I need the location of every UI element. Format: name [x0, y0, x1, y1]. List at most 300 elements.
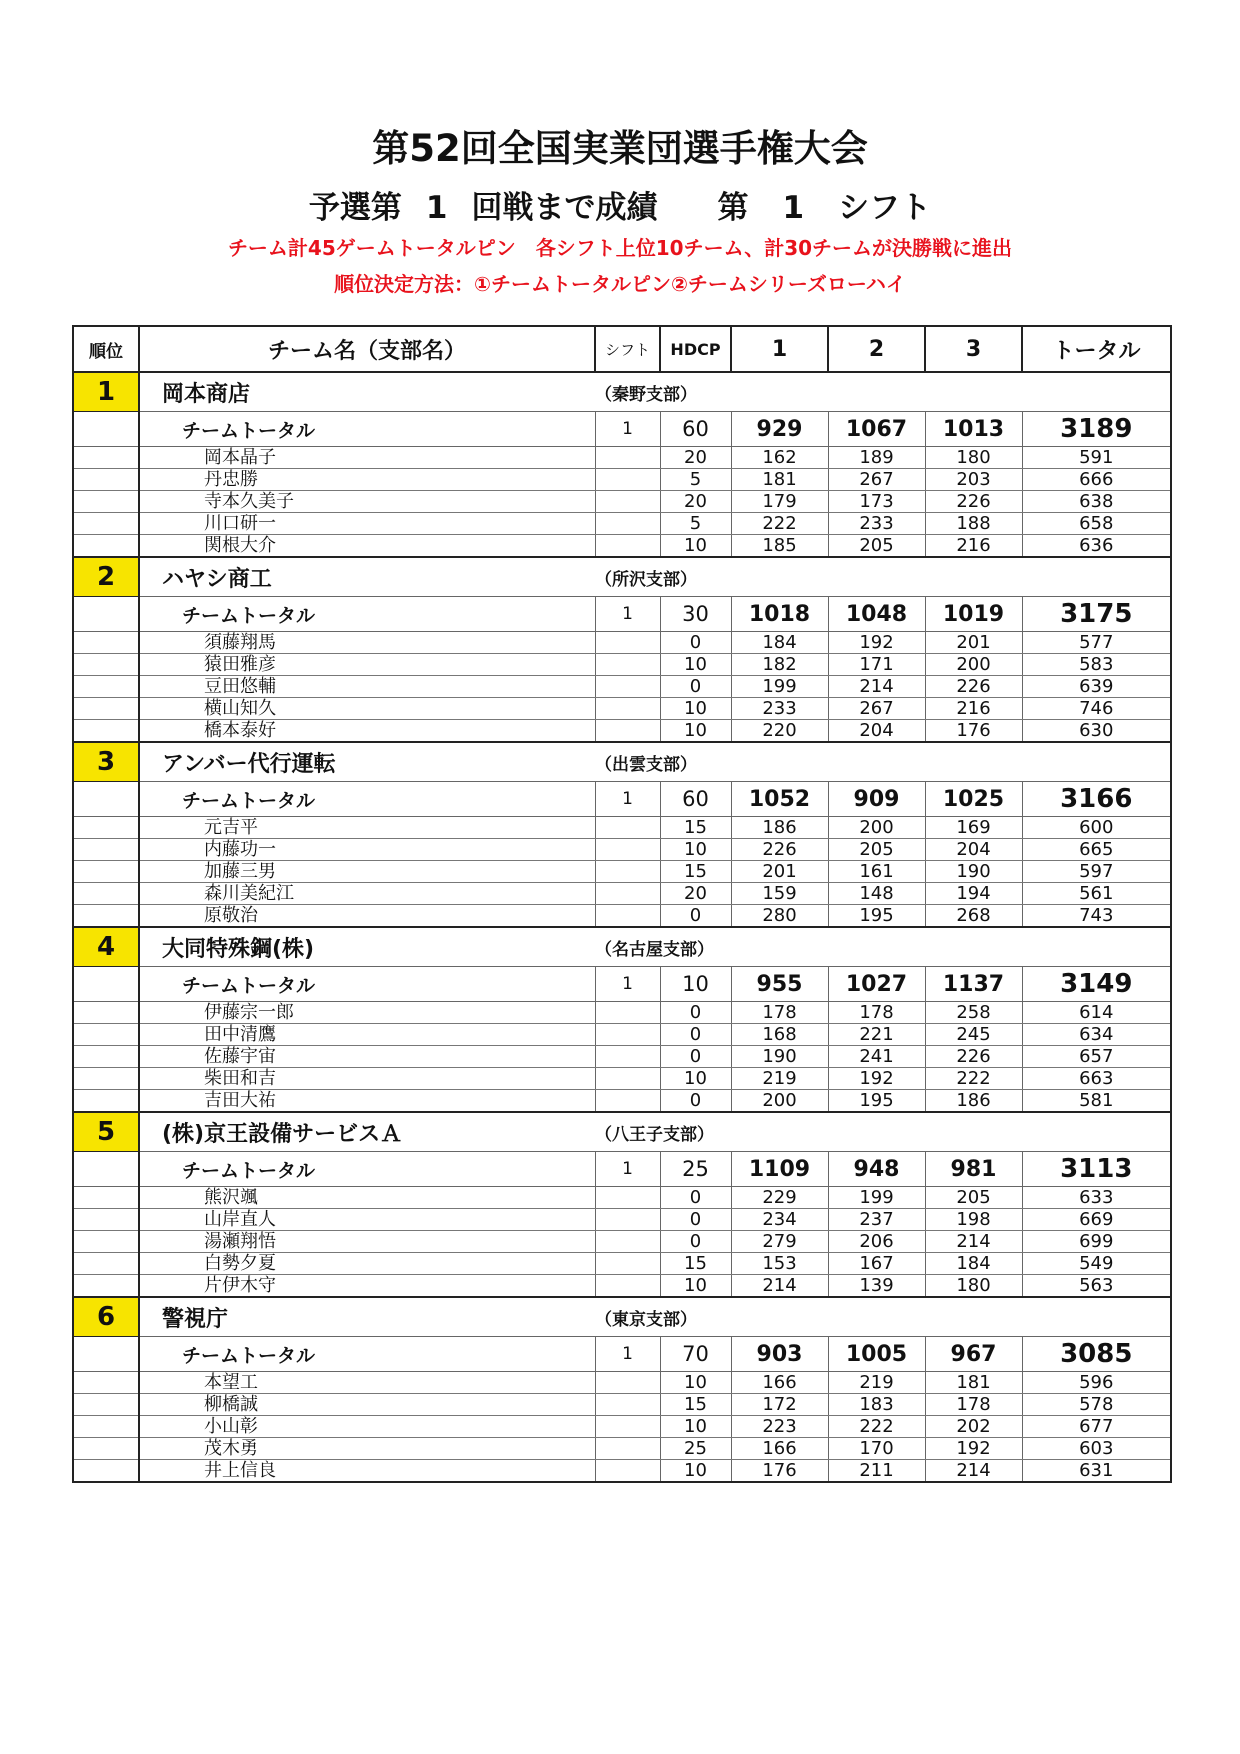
team-total-pins: 3085: [1022, 1337, 1171, 1372]
team-game2: 1067: [828, 412, 925, 447]
rank-cell: [73, 491, 139, 513]
player-shift: [595, 1416, 660, 1438]
player-game3: 186: [925, 1090, 1022, 1113]
player-name: 田中清鷹: [139, 1024, 595, 1046]
game3-header: 3: [925, 326, 1022, 372]
player-hdcp: 0: [660, 1209, 731, 1231]
rank-cell: [73, 654, 139, 676]
player-game1: 176: [731, 1460, 828, 1483]
subtitle-part: 第: [717, 190, 749, 226]
player-game2: 205: [828, 839, 925, 861]
player-hdcp: 10: [660, 535, 731, 558]
rank-badge: 6: [73, 1297, 139, 1337]
branch-name: （所沢支部）: [595, 557, 1171, 597]
player-name: 茂木勇: [139, 1438, 595, 1460]
rank-cell: [73, 1275, 139, 1298]
player-shift: [595, 535, 660, 558]
player-game3: 268: [925, 905, 1022, 928]
rank-cell: [73, 513, 139, 535]
player-game3: 226: [925, 1046, 1022, 1068]
rank-cell: [73, 1253, 139, 1275]
team-name: 大同特殊鋼(株): [139, 927, 595, 967]
team-header-row: [73, 742, 1171, 782]
player-game3: 205: [925, 1187, 1022, 1209]
player-total: 658: [1022, 513, 1171, 535]
team-name: 警視庁: [139, 1297, 595, 1337]
player-game1: 201: [731, 861, 828, 883]
player-total: 596: [1022, 1372, 1171, 1394]
rank-cell: [73, 1046, 139, 1068]
rank-cell: [73, 1090, 139, 1113]
shift-header: シフト: [595, 326, 660, 372]
player-total: 634: [1022, 1024, 1171, 1046]
player-game3: 180: [925, 447, 1022, 469]
player-game1: 200: [731, 1090, 828, 1113]
player-hdcp: 25: [660, 1438, 731, 1460]
player-total: 657: [1022, 1046, 1171, 1068]
player-game2: 241: [828, 1046, 925, 1068]
rank-badge: 4: [73, 927, 139, 967]
results-table: [72, 325, 1172, 1483]
team-game2: 1005: [828, 1337, 925, 1372]
player-game2: 171: [828, 654, 925, 676]
game1-header: 1: [731, 326, 828, 372]
team-hdcp: 25: [660, 1152, 731, 1187]
rank-cell: [73, 597, 139, 632]
player-game2: 192: [828, 632, 925, 654]
player-shift: [595, 1002, 660, 1024]
player-shift: [595, 1275, 660, 1298]
team-hdcp: 60: [660, 782, 731, 817]
team-header-row: [73, 1297, 1171, 1337]
player-game1: 159: [731, 883, 828, 905]
player-game3: 216: [925, 698, 1022, 720]
player-game3: 204: [925, 839, 1022, 861]
player-game2: 189: [828, 447, 925, 469]
player-name: 須藤翔馬: [139, 632, 595, 654]
team-total-row: [73, 967, 1171, 1002]
player-row: [73, 1253, 1171, 1275]
rank-cell: [73, 817, 139, 839]
player-total: 638: [1022, 491, 1171, 513]
team-total-pins: 3175: [1022, 597, 1171, 632]
player-hdcp: 10: [660, 720, 731, 743]
player-total: 669: [1022, 1209, 1171, 1231]
branch-name: （東京支部）: [595, 1297, 1171, 1337]
rank-cell: [73, 1337, 139, 1372]
team-game1: 903: [731, 1337, 828, 1372]
player-shift: [595, 1438, 660, 1460]
results-body: [73, 372, 1171, 1482]
player-shift: [595, 676, 660, 698]
player-game1: 162: [731, 447, 828, 469]
player-game2: 178: [828, 1002, 925, 1024]
branch-name: （名古屋支部）: [595, 927, 1171, 967]
player-total: 666: [1022, 469, 1171, 491]
player-shift: [595, 1046, 660, 1068]
player-game1: 182: [731, 654, 828, 676]
player-game2: 173: [828, 491, 925, 513]
player-game3: 184: [925, 1253, 1022, 1275]
player-hdcp: 10: [660, 1068, 731, 1090]
team-total-label: チームトータル: [139, 1152, 595, 1187]
team-hdcp: 30: [660, 597, 731, 632]
player-game2: 195: [828, 1090, 925, 1113]
player-total: 577: [1022, 632, 1171, 654]
player-game2: 222: [828, 1416, 925, 1438]
rank-cell: [73, 412, 139, 447]
rank-cell: [73, 1187, 139, 1209]
player-row: [73, 1231, 1171, 1253]
player-game2: 233: [828, 513, 925, 535]
rank-cell: [73, 967, 139, 1002]
player-game1: 166: [731, 1372, 828, 1394]
team-game3: 1019: [925, 597, 1022, 632]
team-total-pins: 3189: [1022, 412, 1171, 447]
player-shift: [595, 698, 660, 720]
player-game1: 199: [731, 676, 828, 698]
player-game2: 200: [828, 817, 925, 839]
team-shift: 1: [595, 1337, 660, 1372]
player-row: [73, 1002, 1171, 1024]
player-total: 639: [1022, 676, 1171, 698]
rank-cell: [73, 1152, 139, 1187]
team-total-label: チームトータル: [139, 1337, 595, 1372]
player-row: [73, 1024, 1171, 1046]
player-row: [73, 447, 1171, 469]
player-row: [73, 1187, 1171, 1209]
player-game2: 211: [828, 1460, 925, 1483]
team-game1: 1109: [731, 1152, 828, 1187]
player-game1: 279: [731, 1231, 828, 1253]
player-game3: 200: [925, 654, 1022, 676]
player-game3: 222: [925, 1068, 1022, 1090]
branch-name: （八王子支部）: [595, 1112, 1171, 1152]
team-header-row: [73, 927, 1171, 967]
player-total: 549: [1022, 1253, 1171, 1275]
player-total: 743: [1022, 905, 1171, 928]
player-game1: 179: [731, 491, 828, 513]
rank-cell: [73, 1231, 139, 1253]
player-game1: 172: [731, 1394, 828, 1416]
game2-header: 2: [828, 326, 925, 372]
player-hdcp: 0: [660, 1002, 731, 1024]
rank-cell: [73, 535, 139, 558]
page-subtitle: [0, 182, 1240, 227]
player-name: 内藤功一: [139, 839, 595, 861]
player-row: [73, 1209, 1171, 1231]
rank-badge: 2: [73, 557, 139, 597]
player-name: 井上信良: [139, 1460, 595, 1483]
team-game1: 929: [731, 412, 828, 447]
ranking-method-note: 順位決定方法：①チームトータルピン②チームシリーズローハイ: [334, 272, 906, 296]
player-name: 山岸直人: [139, 1209, 595, 1231]
player-row: [73, 1416, 1171, 1438]
team-total-label: チームトータル: [139, 967, 595, 1002]
player-row: [73, 1046, 1171, 1068]
team-total-row: [73, 412, 1171, 447]
player-row: [73, 698, 1171, 720]
player-game1: 222: [731, 513, 828, 535]
player-name: 本望工: [139, 1372, 595, 1394]
player-hdcp: 10: [660, 1275, 731, 1298]
player-shift: [595, 1372, 660, 1394]
subtitle-part: シフト: [838, 190, 932, 226]
player-shift: [595, 1231, 660, 1253]
player-total: 600: [1022, 817, 1171, 839]
player-game3: 198: [925, 1209, 1022, 1231]
team-game3: 981: [925, 1152, 1022, 1187]
player-row: [73, 1394, 1171, 1416]
team-total-row: [73, 782, 1171, 817]
team-name: ハヤシ商工: [139, 557, 595, 597]
rank-header: 順位: [73, 326, 139, 372]
player-game1: 234: [731, 1209, 828, 1231]
player-row: [73, 1372, 1171, 1394]
player-game2: 192: [828, 1068, 925, 1090]
team-header-row: [73, 372, 1171, 412]
player-game3: 214: [925, 1231, 1022, 1253]
player-total: 614: [1022, 1002, 1171, 1024]
player-game1: 280: [731, 905, 828, 928]
player-shift: [595, 883, 660, 905]
player-shift: [595, 1068, 660, 1090]
player-total: 563: [1022, 1275, 1171, 1298]
player-name: 丹忠勝: [139, 469, 595, 491]
rank-cell: [73, 1002, 139, 1024]
player-row: [73, 883, 1171, 905]
player-total: 633: [1022, 1187, 1171, 1209]
player-name: 加藤三男: [139, 861, 595, 883]
rank-cell: [73, 1209, 139, 1231]
player-game1: 220: [731, 720, 828, 743]
player-name: 柳橋誠: [139, 1394, 595, 1416]
player-shift: [595, 1394, 660, 1416]
player-game3: 190: [925, 861, 1022, 883]
player-hdcp: 15: [660, 1394, 731, 1416]
team-game1: 1052: [731, 782, 828, 817]
player-game2: 199: [828, 1187, 925, 1209]
team-game3: 967: [925, 1337, 1022, 1372]
player-game1: 181: [731, 469, 828, 491]
rank-cell: [73, 782, 139, 817]
player-game3: 181: [925, 1372, 1022, 1394]
player-name: 柴田和吉: [139, 1068, 595, 1090]
rank-cell: [73, 1372, 139, 1394]
branch-name: （秦野支部）: [595, 372, 1171, 412]
player-row: [73, 1275, 1171, 1298]
player-name: 吉田大祐: [139, 1090, 595, 1113]
rank-cell: [73, 861, 139, 883]
team-total-pins: 3113: [1022, 1152, 1171, 1187]
player-row: [73, 632, 1171, 654]
team-shift: 1: [595, 597, 660, 632]
player-game2: 267: [828, 469, 925, 491]
team-shift: 1: [595, 782, 660, 817]
player-row: [73, 817, 1171, 839]
player-game1: 184: [731, 632, 828, 654]
player-shift: [595, 1209, 660, 1231]
player-row: [73, 1090, 1171, 1113]
player-hdcp: 20: [660, 491, 731, 513]
player-game2: 204: [828, 720, 925, 743]
player-hdcp: 0: [660, 1187, 731, 1209]
player-shift: [595, 1253, 660, 1275]
player-hdcp: 10: [660, 839, 731, 861]
player-shift: [595, 632, 660, 654]
rank-cell: [73, 676, 139, 698]
rank-cell: [73, 1068, 139, 1090]
rank-cell: [73, 698, 139, 720]
player-total: 591: [1022, 447, 1171, 469]
player-game3: 226: [925, 491, 1022, 513]
team-name: アンバー代行運転: [139, 742, 595, 782]
table-header-row: [73, 326, 1171, 372]
team-game2: 948: [828, 1152, 925, 1187]
player-hdcp: 0: [660, 676, 731, 698]
subtitle-part: 1: [782, 190, 805, 226]
player-game2: 148: [828, 883, 925, 905]
team-header-row: [73, 557, 1171, 597]
player-hdcp: 15: [660, 861, 731, 883]
player-total: 581: [1022, 1090, 1171, 1113]
player-hdcp: 0: [660, 1046, 731, 1068]
team-game3: 1137: [925, 967, 1022, 1002]
player-total: 597: [1022, 861, 1171, 883]
player-game3: 176: [925, 720, 1022, 743]
player-game2: 214: [828, 676, 925, 698]
player-hdcp: 10: [660, 654, 731, 676]
player-total: 631: [1022, 1460, 1171, 1483]
player-total: 663: [1022, 1068, 1171, 1090]
player-game2: 161: [828, 861, 925, 883]
player-name: 猿田雅彦: [139, 654, 595, 676]
player-game2: 206: [828, 1231, 925, 1253]
player-hdcp: 5: [660, 513, 731, 535]
player-row: [73, 654, 1171, 676]
player-name: 森川美紀江: [139, 883, 595, 905]
rank-cell: [73, 1460, 139, 1483]
player-row: [73, 1068, 1171, 1090]
player-hdcp: 20: [660, 447, 731, 469]
player-game3: 203: [925, 469, 1022, 491]
team-total-row: [73, 1337, 1171, 1372]
player-name: 原敬治: [139, 905, 595, 928]
player-game3: 214: [925, 1460, 1022, 1483]
player-name: 伊藤宗一郎: [139, 1002, 595, 1024]
qualification-note: チーム計45ゲームトータルピン 各シフト上位10チーム、計30チームが決勝戦に進出: [227, 236, 1013, 260]
branch-name: （出雲支部）: [595, 742, 1171, 782]
player-game3: 178: [925, 1394, 1022, 1416]
player-hdcp: 10: [660, 1460, 731, 1483]
player-game1: 219: [731, 1068, 828, 1090]
player-row: [73, 535, 1171, 558]
player-game2: 205: [828, 535, 925, 558]
player-row: [73, 1460, 1171, 1483]
player-hdcp: 0: [660, 632, 731, 654]
player-hdcp: 0: [660, 1024, 731, 1046]
team-shift: 1: [595, 967, 660, 1002]
player-game1: 168: [731, 1024, 828, 1046]
player-name: 橋本泰好: [139, 720, 595, 743]
player-hdcp: 0: [660, 905, 731, 928]
team-game3: 1025: [925, 782, 1022, 817]
player-game3: 202: [925, 1416, 1022, 1438]
player-game3: 226: [925, 676, 1022, 698]
player-shift: [595, 1460, 660, 1483]
team-total-pins: 3149: [1022, 967, 1171, 1002]
player-total: 665: [1022, 839, 1171, 861]
team-hdcp: 10: [660, 967, 731, 1002]
team-hdcp: 60: [660, 412, 731, 447]
player-row: [73, 676, 1171, 698]
team-header-row: [73, 1112, 1171, 1152]
player-hdcp: 15: [660, 1253, 731, 1275]
player-name: 片伊木守: [139, 1275, 595, 1298]
player-total: 677: [1022, 1416, 1171, 1438]
player-game2: 221: [828, 1024, 925, 1046]
player-total: 583: [1022, 654, 1171, 676]
rank-cell: [73, 1394, 139, 1416]
player-game2: 219: [828, 1372, 925, 1394]
player-game3: 194: [925, 883, 1022, 905]
player-hdcp: 10: [660, 1416, 731, 1438]
player-name: 横山知久: [139, 698, 595, 720]
player-game1: 229: [731, 1187, 828, 1209]
player-game1: 153: [731, 1253, 828, 1275]
player-name: 湯瀬翔悟: [139, 1231, 595, 1253]
player-game1: 185: [731, 535, 828, 558]
player-row: [73, 1438, 1171, 1460]
team-name-header: チーム名（支部名）: [139, 326, 595, 372]
player-row: [73, 905, 1171, 928]
player-shift: [595, 513, 660, 535]
player-game1: 190: [731, 1046, 828, 1068]
rank-badge: 1: [73, 372, 139, 412]
player-shift: [595, 1187, 660, 1209]
player-game3: 169: [925, 817, 1022, 839]
player-hdcp: 0: [660, 1231, 731, 1253]
player-name: 豆田悠輔: [139, 676, 595, 698]
player-game3: 192: [925, 1438, 1022, 1460]
player-hdcp: 10: [660, 1372, 731, 1394]
player-total: 746: [1022, 698, 1171, 720]
player-game1: 214: [731, 1275, 828, 1298]
player-name: 佐藤宇宙: [139, 1046, 595, 1068]
player-shift: [595, 1024, 660, 1046]
player-shift: [595, 491, 660, 513]
player-total: 578: [1022, 1394, 1171, 1416]
total-header: トータル: [1022, 326, 1171, 372]
player-name: 寺本久美子: [139, 491, 595, 513]
player-row: [73, 491, 1171, 513]
rank-cell: [73, 1438, 139, 1460]
player-hdcp: 10: [660, 698, 731, 720]
player-game2: 267: [828, 698, 925, 720]
team-game2: 1027: [828, 967, 925, 1002]
player-hdcp: 0: [660, 1090, 731, 1113]
player-game2: 183: [828, 1394, 925, 1416]
player-shift: [595, 1090, 660, 1113]
rank-cell: [73, 720, 139, 743]
player-name: 関根大介: [139, 535, 595, 558]
rank-cell: [73, 1416, 139, 1438]
team-total-row: [73, 597, 1171, 632]
rank-cell: [73, 839, 139, 861]
hdcp-header: HDCP: [660, 326, 731, 372]
player-game1: 223: [731, 1416, 828, 1438]
rank-cell: [73, 469, 139, 491]
